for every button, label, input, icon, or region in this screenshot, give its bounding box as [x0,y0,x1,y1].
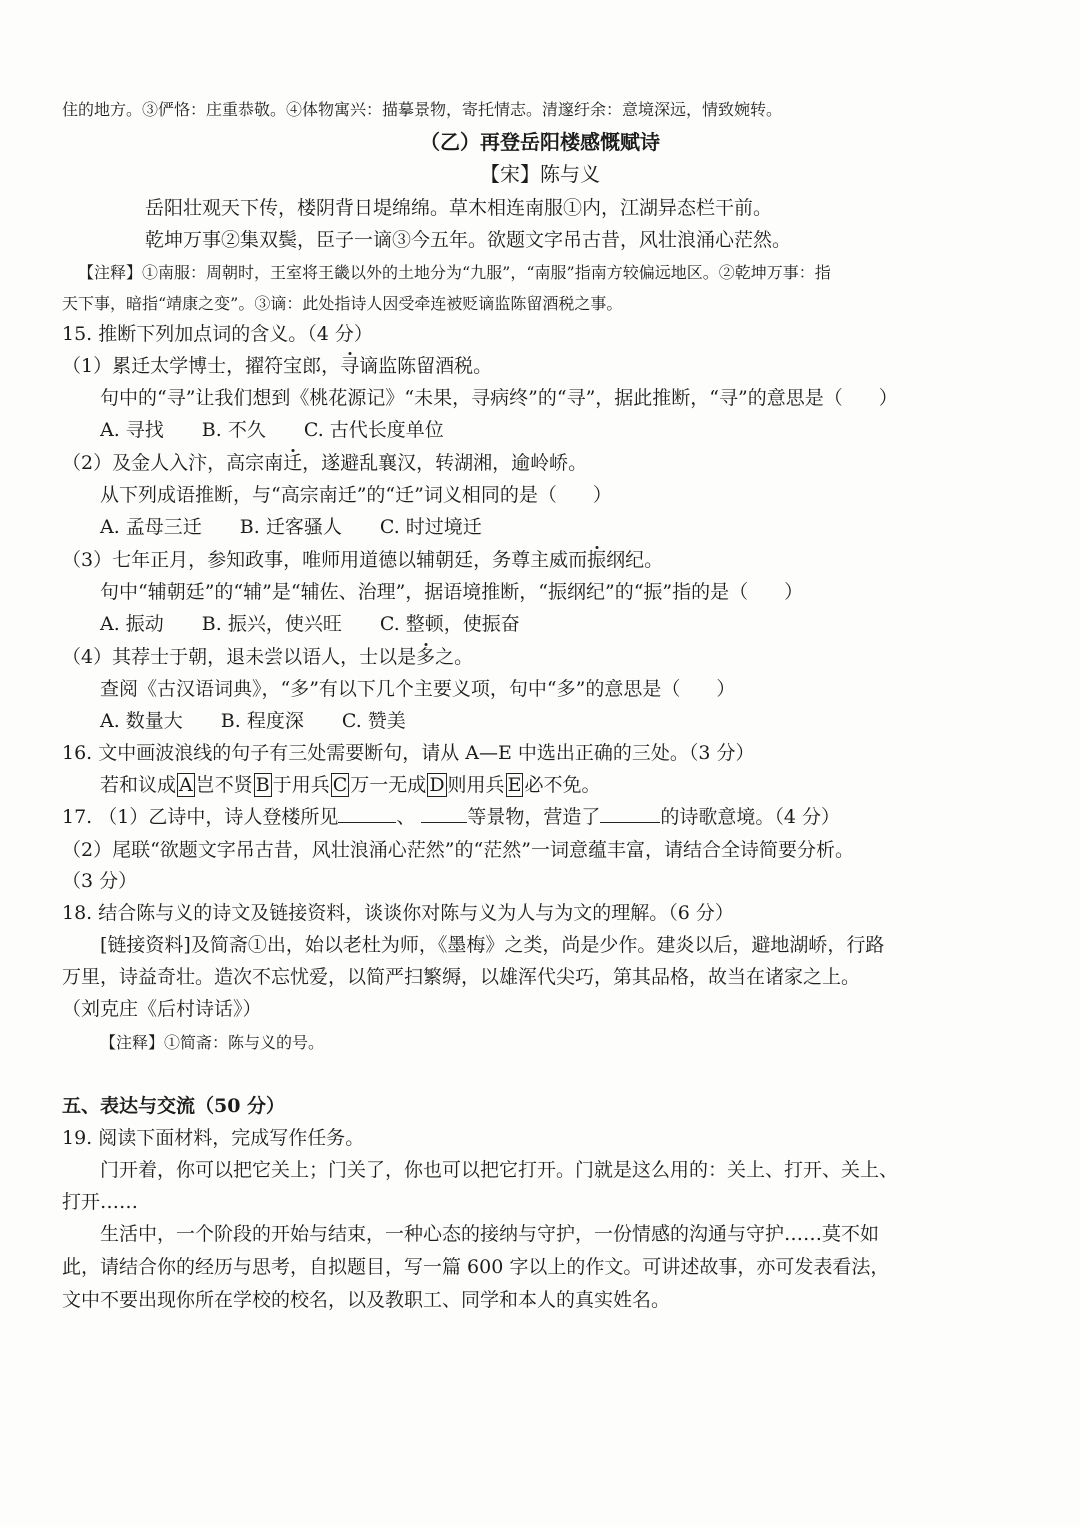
break-marker-a[interactable]: A [179,774,193,796]
q15-stem: 15. 推断下列加点词的含义。（4 分） [62,323,373,345]
q15-p4-sentence: （4）其荐士于朝，退未尝以语人，士以是多之。 [62,646,474,668]
break-marker-c[interactable]: C [332,774,348,796]
q15-p2-question: 从下列成语推断，与“高宗南迁”的“迁”词义相同的是（ ） [100,484,612,506]
q17-part2-score: （3 分） [62,870,138,892]
dotted-char: 迁 [283,452,303,474]
break-marker-d[interactable]: D [429,774,445,796]
answer-blank-3[interactable] [600,804,660,823]
q16-stem: 16. 文中画波浪线的句子有三处需要断句，请从 A—E 中选出正确的三处。（3 分） [62,742,755,764]
q15-p1-question: 句中的“寻”让我们想到《桃花源记》“未果，寻病终”的“寻”，据此推断，“寻”的意思是（ ） [100,387,898,409]
q15-p2-options: A. 孟母三迁 B. 迁客骚人 C. 时过境迁 [100,516,482,538]
poem-line-2: 乾坤万事②集双鬓，臣子一谪③今五年。欲题文字吊古昔，风壮浪涌心茫然。 [145,229,792,251]
q18-link-1: [链接资料]及简斋①出，始以老杜为师，《墨梅》之类，尚是少作。建炎以后，避地湖峤，行路 [100,934,885,956]
q15-p3-question: 句中“辅朝廷”的“辅”是“辅佐、治理”，据语境推断，“振纲纪”的“振”指的是（ ） [100,581,804,603]
q19-task-1: 生活中，一个阶段的开始与结束，一种心态的接纳与守护，一份情感的沟通与守护……莫不如 [100,1223,880,1245]
q18-link-3: （刘克庄《后村诗话》） [62,998,262,1020]
poem-note-2: 天下事，暗指“靖康之变”。③谪：此处指诗人因受牵连被贬谪监陈留酒税之事。 [62,294,623,313]
q18-link-2: 万里，诗益奇壮。造次不忘忧爱，以简严扫繁缛，以雄浑代尖巧，第其品格，故当在诸家之上。 [62,966,861,988]
q15-p3-options: A. 振动 B. 振兴，使兴旺 C. 整顿，使振奋 [100,613,520,635]
q18-stem: 18. 结合陈与义的诗文及链接资料，谈谈你对陈与义为人与为文的理解。（6 分） [62,902,734,924]
q17-part1: 17. （1）乙诗中，诗人登楼所见 、 等景物，营造了 的诗歌意境。（4 分） [62,806,841,828]
dotted-char: 多 [416,646,436,668]
q19-material-1: 门开着，你可以把它关上；门关了，你也可以把它打开。门就是这么用的：关上、打开、关上、 [100,1159,899,1181]
poem-note-1: 【注释】①南服：周朝时，王室将王畿以外的土地分为“九服”，“南服”指南方较偏远地区。②乾坤万事：指 [78,263,831,282]
answer-blank-2[interactable] [421,804,467,823]
poem-author: 【宋】陈与义 [480,162,600,186]
q15-p2-sentence: （2）及金人入汴，高宗南迁，遂避乱襄汉，转湖湘，逾岭峤。 [62,452,588,474]
dotted-char: 寻 [340,355,360,377]
section5-title: 五、表达与交流（50 分） [62,1095,286,1117]
q19-material-2: 打开…… [62,1191,139,1213]
q17-part2: （2）尾联“欲题文字吊古昔，风壮浪涌心茫然”的“茫然”一词意蕴丰富，请结合全诗简要分析。 [62,839,854,861]
dotted-char: 振 [587,549,607,571]
q19-task-2: 此，请结合你的经历与思考，自拟题目，写一篇 600 字以上的作文。可讲述故事，亦可发表看法， [62,1256,890,1278]
q19-task-3: 文中不要出现你所在学校的校名，以及教职工、同学和本人的真实姓名。 [62,1289,671,1311]
break-marker-e[interactable]: E [507,774,522,796]
poem-line-1: 岳阳壮观天下传，楼阴背日堤绵绵。草木相连南服①内，江湖异态栏干前。 [145,197,773,219]
q15-p4-options: A. 数量大 B. 程度深 C. 赞美 [100,710,406,732]
q15-p4-question: 查阅《古汉语词典》，“多”有以下几个主要义项，句中“多”的意思是（ ） [100,678,736,700]
q15-p1-sentence: （1）累迁太学博士，擢符宝郎，寻谪监陈留酒税。 [62,355,493,377]
q15-p1-options: A. 寻找 B. 不久 C. 古代长度单位 [100,419,444,441]
poem-title: （乙）再登岳阳楼感慨赋诗 [420,130,660,154]
q16-sentence: 若和议成 A 岂不贤 B 于用兵 C 万一无成 D 则用兵 E 必不免。 [100,774,601,796]
q18-note: 【注释】①简斋：陈与义的号。 [100,1033,325,1052]
break-marker-b[interactable]: B [255,774,270,796]
top-note: 住的地方。③俨恪：庄重恭敬。④体物寓兴：描摹景物，寄托情志。清邃纡余：意境深远，情致婉转。 [62,100,783,119]
answer-blank-1[interactable] [338,804,396,823]
q19-stem: 19. 阅读下面材料，完成写作任务。 [62,1127,365,1149]
q15-p3-sentence: （3）七年正月，参知政事，唯师用道德以辅朝廷，务尊主威而振纲纪。 [62,549,664,571]
